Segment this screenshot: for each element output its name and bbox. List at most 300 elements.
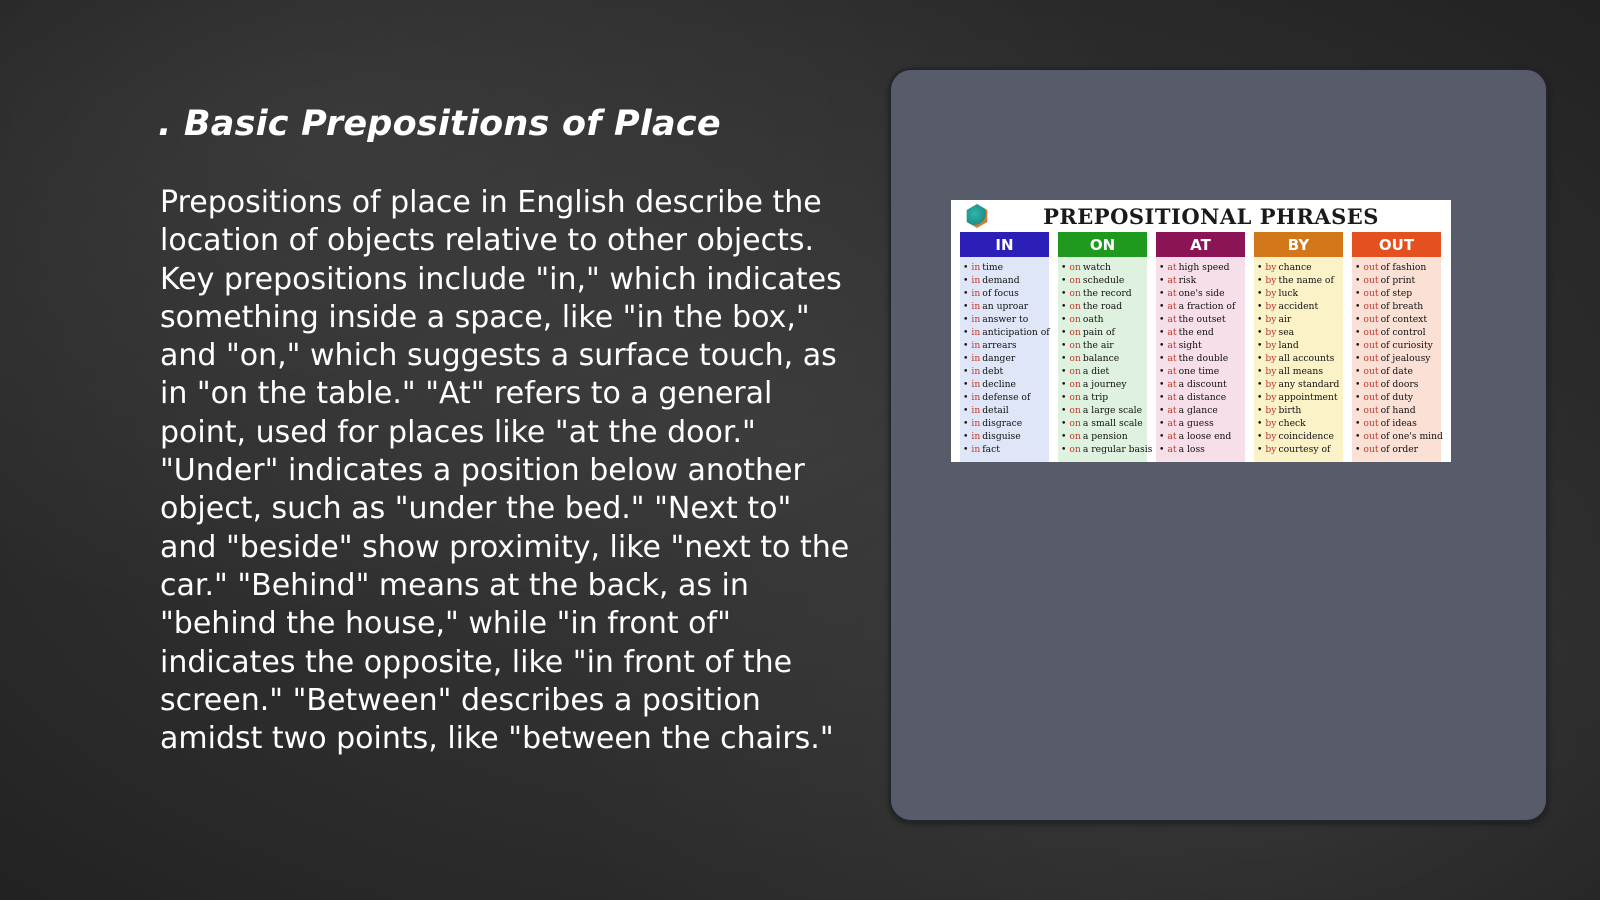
phrase-text: of curiosity [1380,340,1433,351]
phrase-text: of doors [1380,379,1419,390]
bullet-icon: • [1159,379,1165,390]
preposition-keyword: on [1069,392,1081,403]
bullet-icon: • [1355,262,1361,273]
bullet-icon: • [1355,327,1361,338]
phrase-item [963,430,1047,443]
bullet-icon: • [1061,314,1067,325]
phrase-text: chance [1278,262,1312,273]
bullet-icon: • [1257,431,1263,442]
bullet-icon: • [1061,288,1067,299]
phrase-item [1159,300,1243,313]
column-header: OUT [1352,232,1441,257]
phrase-text: of print [1380,275,1416,286]
phrase-item [1355,404,1439,417]
phrase-item [1061,274,1145,287]
phrase-text: the outset [1178,314,1226,325]
bullet-icon: • [1159,262,1165,273]
bullet-icon: • [963,444,969,455]
phrase-item [963,261,1047,274]
preposition-keyword: in [971,405,981,416]
phrase-text: a small scale [1082,418,1143,429]
phrase-item [1257,287,1341,300]
preposition-keyword: at [1167,327,1177,338]
phrase-text: high speed [1178,262,1230,273]
bullet-icon: • [963,353,969,364]
phrase-text: detail [982,405,1009,416]
phrase-item [1159,391,1243,404]
column-at [1156,232,1245,462]
image-panel [889,68,1548,822]
phrase-item [1159,430,1243,443]
phrase-text: a regular basis [1082,444,1153,455]
phrase-text: answer to [982,314,1029,325]
phrase-item [1355,352,1439,365]
bullet-icon: • [1257,340,1263,351]
phrase-text: land [1278,340,1299,351]
phrase-text: of context [1380,314,1428,325]
phrase-item [1257,339,1341,352]
preposition-keyword: at [1167,366,1177,377]
preposition-keyword: in [971,392,981,403]
preposition-keyword: on [1069,353,1081,364]
phrase-text: check [1278,418,1306,429]
phrase-text: risk [1178,275,1197,286]
preposition-keyword: by [1265,275,1277,286]
preposition-keyword: in [971,353,981,364]
phrase-item [1257,404,1341,417]
bullet-icon: • [1355,301,1361,312]
bullet-icon: • [1257,301,1263,312]
phrase-text: disguise [982,431,1021,442]
bullet-icon: • [1061,353,1067,364]
preposition-keyword: out [1363,288,1379,299]
phrase-item [1159,287,1243,300]
phrase-item [1061,391,1145,404]
preposition-keyword: by [1265,288,1277,299]
bullet-icon: • [1355,340,1361,351]
bullet-icon: • [1159,418,1165,429]
preposition-keyword: on [1069,314,1081,325]
phrase-item [1159,339,1243,352]
phrase-item [963,378,1047,391]
phrase-text: the double [1178,353,1229,364]
phrase-item [1355,378,1439,391]
phrase-text: of fashion [1380,262,1427,273]
preposition-keyword: on [1069,340,1081,351]
preposition-keyword: by [1265,314,1277,325]
phrase-item [1355,417,1439,430]
phrase-item [1159,365,1243,378]
phrase-text: a fraction of [1178,301,1236,312]
preposition-keyword: at [1167,262,1177,273]
bullet-icon: • [1159,431,1165,442]
preposition-keyword: out [1363,418,1379,429]
preposition-keyword: in [971,327,981,338]
preposition-keyword: by [1265,405,1277,416]
phrase-item [1257,300,1341,313]
phrase-item [1159,326,1243,339]
bullet-icon: • [963,262,969,273]
phrase-item [963,274,1047,287]
phrase-text: of jealousy [1380,353,1431,364]
preposition-keyword: on [1069,366,1081,377]
phrase-item [1257,378,1341,391]
preposition-keyword: out [1363,301,1379,312]
bullet-icon: • [1257,275,1263,286]
phrase-item [963,365,1047,378]
phrase-item [1355,430,1443,443]
phrase-text: of ideas [1380,418,1417,429]
bullet-icon: • [1159,353,1165,364]
preposition-keyword: in [971,340,981,351]
preposition-keyword: in [971,366,981,377]
phrase-item [1355,443,1439,456]
preposition-keyword: in [971,431,981,442]
bullet-icon: • [963,379,969,390]
phrase-text: accident [1278,301,1319,312]
phrase-text: an uproar [982,301,1029,312]
preposition-keyword: by [1265,366,1277,377]
preposition-keyword: in [971,301,981,312]
preposition-keyword: in [971,444,981,455]
phrase-text: watch [1082,262,1111,273]
phrase-item [1061,443,1153,456]
phrase-text: decline [982,379,1016,390]
preposition-keyword: by [1265,431,1277,442]
bullet-icon: • [1257,405,1263,416]
column-header: IN [960,232,1049,257]
phrase-item [1159,261,1243,274]
phrase-item [1257,274,1341,287]
phrase-item [1355,326,1439,339]
phrase-item [963,391,1047,404]
bullet-icon: • [1355,405,1361,416]
preposition-keyword: by [1265,262,1277,273]
preposition-keyword: in [971,288,981,299]
phrase-text: the road [1082,301,1123,312]
phrase-text: a diet [1082,366,1110,377]
phrase-text: a pension [1082,431,1128,442]
phrase-text: luck [1278,288,1299,299]
phrase-text: courtesy of [1278,444,1331,455]
bullet-icon: • [1159,314,1165,325]
bullet-icon: • [1355,444,1361,455]
preposition-keyword: at [1167,301,1177,312]
bullet-icon: • [1257,262,1263,273]
slide-title: . Basic Prepositions of Place [158,104,721,144]
preposition-keyword: at [1167,353,1177,364]
phrase-item [1355,339,1439,352]
preposition-keyword: out [1363,327,1379,338]
phrase-item [1355,274,1439,287]
phrase-item [1257,313,1341,326]
preposition-keyword: by [1265,301,1277,312]
preposition-keyword: out [1363,275,1379,286]
phrase-item [1159,274,1243,287]
bullet-icon: • [963,431,969,442]
column-items [1156,257,1245,456]
phrase-text: debt [982,366,1004,377]
slide-body-text: Prepositions of place in English describe the location of objects relative to other objects. Key prepositions include "in," which indicates something inside a space, like "in the box," and "on," which suggests a surface touch, as in "on the table." "At" refers to a general point, used for places like "at the door." "Under" indicates a position below another object, such as "under the bed." "Next to" and "beside" show proximity, like "next to the car." "Behind" means at the back, as in "behind the house," while "in front of" indicates the opposite, like "in front of the screen." "Between" describes a position amidst two points, like "between the chairs." [160,185,850,757]
preposition-keyword: at [1167,288,1177,299]
bullet-icon: • [1257,366,1263,377]
preposition-keyword: in [971,379,981,390]
phrase-item [963,404,1047,417]
phrase-item [1061,261,1145,274]
phrase-item [963,287,1047,300]
preposition-keyword: on [1069,275,1081,286]
phrase-text: of hand [1380,405,1416,416]
phrase-item [1061,287,1145,300]
preposition-keyword: out [1363,431,1379,442]
bullet-icon: • [1061,340,1067,351]
preposition-keyword: out [1363,379,1379,390]
phrase-item [963,352,1047,365]
bullet-icon: • [1355,314,1361,325]
preposition-keyword: at [1167,340,1177,351]
phrase-text: sea [1278,327,1295,338]
preposition-keyword: by [1265,392,1277,403]
phrase-item [1159,443,1243,456]
preposition-keyword: at [1167,444,1177,455]
preposition-keyword: on [1069,444,1081,455]
infographic-columns [960,232,1444,462]
phrase-item [963,326,1050,339]
phrase-text: fact [982,444,1000,455]
bullet-icon: • [1355,418,1361,429]
phrase-text: time [982,262,1004,273]
phrase-item [1159,378,1243,391]
bullet-icon: • [1061,444,1067,455]
bullet-icon: • [1159,444,1165,455]
phrase-text: of one's mind [1380,431,1443,442]
phrase-text: of step [1380,288,1413,299]
bullet-icon: • [1257,379,1263,390]
preposition-keyword: at [1167,405,1177,416]
bullet-icon: • [1355,392,1361,403]
phrase-text: a loose end [1178,431,1232,442]
phrase-text: the end [1178,327,1214,338]
column-header: AT [1156,232,1245,257]
bullet-icon: • [1061,418,1067,429]
phrase-item [963,417,1047,430]
infographic-header [951,200,1451,232]
phrase-text: of order [1380,444,1419,455]
preposition-keyword: on [1069,431,1081,442]
bullet-icon: • [1355,353,1361,364]
phrase-text: coincidence [1278,431,1334,442]
preposition-keyword: out [1363,262,1379,273]
phrase-text: of focus [982,288,1019,299]
bullet-icon: • [1355,431,1361,442]
phrase-item [1257,326,1341,339]
preposition-keyword: on [1069,327,1081,338]
preposition-keyword: out [1363,444,1379,455]
preposition-keyword: at [1167,379,1177,390]
bullet-icon: • [1355,366,1361,377]
preposition-keyword: out [1363,353,1379,364]
bullet-icon: • [1061,405,1067,416]
bullet-icon: • [1355,379,1361,390]
phrase-item [963,300,1047,313]
column-header: BY [1254,232,1343,257]
phrase-text: a journey [1082,379,1127,390]
column-on [1058,232,1153,462]
phrase-text: of control [1380,327,1426,338]
phrase-text: a loss [1178,444,1205,455]
bullet-icon: • [963,314,969,325]
bullet-icon: • [963,405,969,416]
phrase-item [963,313,1047,326]
bullet-icon: • [963,275,969,286]
bullet-icon: • [1159,301,1165,312]
preposition-keyword: on [1069,418,1081,429]
phrase-text: all accounts [1278,353,1335,364]
preposition-keyword: by [1265,327,1277,338]
phrase-text: of duty [1380,392,1414,403]
phrase-item [1355,300,1439,313]
column-items [1352,257,1441,456]
phrase-text: defense of [982,392,1031,403]
preposition-keyword: at [1167,418,1177,429]
bullet-icon: • [1257,444,1263,455]
preposition-keyword: at [1167,431,1177,442]
bullet-icon: • [963,301,969,312]
phrase-text: danger [982,353,1016,364]
bullet-icon: • [1257,392,1263,403]
phrase-item [1257,391,1341,404]
phrase-item [1061,339,1145,352]
bullet-icon: • [1159,405,1165,416]
phrase-text: one's side [1178,288,1225,299]
phrase-text: the record [1082,288,1132,299]
phrase-item [1355,287,1439,300]
phrase-text: disgrace [982,418,1023,429]
bullet-icon: • [963,366,969,377]
bullet-icon: • [1257,353,1263,364]
preposition-keyword: out [1363,340,1379,351]
bullet-icon: • [1061,301,1067,312]
phrase-text: of date [1380,366,1413,377]
preposition-keyword: by [1265,418,1277,429]
preposition-keyword: at [1167,314,1177,325]
bullet-icon: • [1061,431,1067,442]
phrase-item [1061,365,1145,378]
phrase-text: sight [1178,340,1202,351]
preposition-keyword: in [971,275,981,286]
preposition-keyword: in [971,418,981,429]
phrase-text: pain of [1082,327,1115,338]
phrase-text: a large scale [1082,405,1143,416]
phrase-item [1257,352,1341,365]
bullet-icon: • [963,327,969,338]
phrase-item [1355,313,1439,326]
phrase-item [1355,365,1439,378]
phrase-text: a guess [1178,418,1214,429]
column-items [1058,257,1153,456]
phrase-text: the air [1082,340,1114,351]
phrase-text: a glance [1178,405,1218,416]
phrase-item [1159,352,1243,365]
phrase-text: air [1278,314,1292,325]
phrase-item [1257,417,1341,430]
bullet-icon: • [963,340,969,351]
preposition-keyword: in [971,314,981,325]
phrase-item [1257,443,1341,456]
phrase-item [1061,378,1145,391]
preposition-keyword: on [1069,405,1081,416]
phrase-item [1257,261,1341,274]
phrase-item [1061,326,1145,339]
column-in [960,232,1049,462]
phrase-text: a distance [1178,392,1227,403]
bullet-icon: • [1159,366,1165,377]
bullet-icon: • [1061,392,1067,403]
phrase-text: of breath [1380,301,1424,312]
phrase-item [1061,404,1145,417]
phrase-text: all means [1278,366,1324,377]
prepositional-phrases-infographic [951,200,1451,462]
preposition-keyword: at [1167,392,1177,403]
phrase-item [1061,430,1145,443]
preposition-keyword: by [1265,379,1277,390]
phrase-item [1159,313,1243,326]
preposition-keyword: by [1265,353,1277,364]
phrase-text: arrears [982,340,1017,351]
column-header: ON [1058,232,1147,257]
preposition-keyword: on [1069,379,1081,390]
bullet-icon: • [963,418,969,429]
bullet-icon: • [1257,418,1263,429]
phrase-item [963,339,1047,352]
bullet-icon: • [1159,275,1165,286]
bullet-icon: • [1159,288,1165,299]
bullet-icon: • [1061,262,1067,273]
phrase-item [1257,430,1341,443]
phrase-text: a trip [1082,392,1109,403]
phrase-text: schedule [1082,275,1125,286]
preposition-keyword: out [1363,392,1379,403]
phrase-item [1355,261,1439,274]
phrase-text: the name of [1278,275,1334,286]
hexagon-logo-icon [965,204,989,228]
preposition-keyword: on [1069,262,1081,273]
preposition-keyword: at [1167,275,1177,286]
phrase-item [1061,300,1145,313]
bullet-icon: • [1355,275,1361,286]
phrase-item [1159,417,1243,430]
preposition-keyword: out [1363,366,1379,377]
column-items [1254,257,1343,456]
bullet-icon: • [1061,275,1067,286]
bullet-icon: • [1159,392,1165,403]
phrase-text: balance [1082,353,1120,364]
phrase-text: birth [1278,405,1302,416]
preposition-keyword: by [1265,340,1277,351]
phrase-text: a discount [1178,379,1227,390]
bullet-icon: • [1355,288,1361,299]
preposition-keyword: by [1265,444,1277,455]
phrase-text: demand [982,275,1020,286]
bullet-icon: • [1061,366,1067,377]
bullet-icon: • [1061,379,1067,390]
phrase-item [963,443,1047,456]
bullet-icon: • [1257,327,1263,338]
phrase-text: anticipation of [982,327,1050,338]
phrase-item [1061,417,1145,430]
column-by [1254,232,1343,462]
preposition-keyword: on [1069,288,1081,299]
